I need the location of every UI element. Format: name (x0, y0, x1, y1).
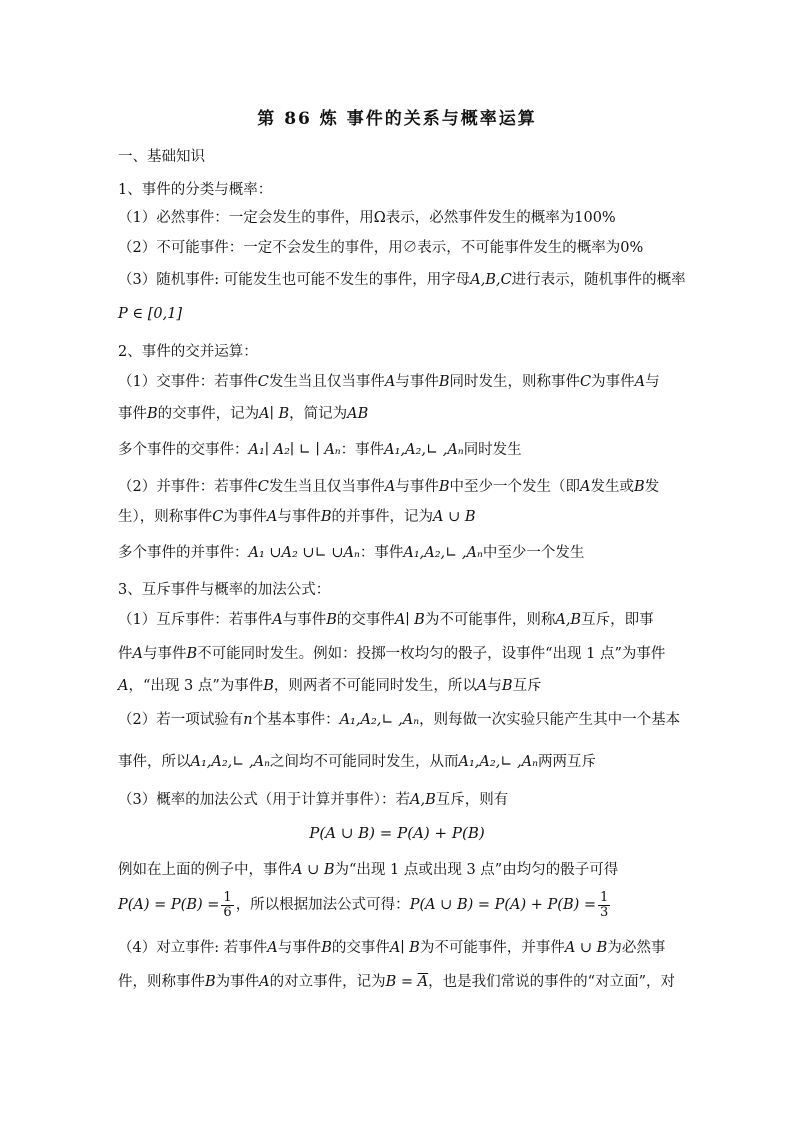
text: 与事件 (395, 374, 439, 390)
text: 的对立事件，记为 (269, 974, 386, 990)
math-expr: A ∪ B (564, 940, 608, 956)
addition-formula (0, 824, 794, 842)
fraction-one-sixth (221, 891, 233, 920)
math-var: B (438, 479, 450, 495)
text: 例如在上面的例子中，事件 (118, 862, 292, 878)
math-var: A (118, 678, 129, 694)
text: 的交事件 (331, 940, 390, 956)
text: 与事件 (282, 612, 327, 628)
text: 为必然事 (607, 940, 666, 956)
text: 事件，所以 (118, 754, 191, 770)
frac-den: 3 (600, 904, 609, 920)
text: 发生当且仅当事件 (268, 479, 385, 495)
text: 与事件 (277, 940, 322, 956)
math-complement: $\overline{A}$ (417, 974, 429, 990)
math-expr: A₁∣ A₂∣ ∟ ∣ Aₙ (248, 442, 341, 458)
text: 为事件 (591, 374, 635, 390)
text: 之间均不可能同时发生，从而 (270, 754, 459, 770)
para-addition-rule (118, 790, 688, 810)
math-var: B (147, 406, 158, 422)
text: 进行表示，随机事件的概率 (511, 272, 686, 288)
para-basic-events-1 (118, 710, 688, 730)
text: ：事件 (340, 442, 385, 458)
text: ，所以根据加法公式可得： (235, 897, 410, 913)
text: 不可能同时发生。例如：投掷一枚均匀的骰子，设事件“出现 1 点”为事件 (197, 646, 666, 662)
math-var: n (243, 712, 253, 728)
para-mutex-1 (118, 610, 688, 630)
math-expr: A∣ B (389, 940, 420, 956)
text: 发 (644, 479, 660, 495)
math-var: B (263, 678, 274, 694)
text: ：事件 (359, 545, 404, 561)
text: 与事件 (395, 479, 439, 495)
text: 件，则称事件 (118, 974, 205, 990)
text: （2）并事件：若事件 (118, 479, 258, 495)
text: ，则每做一次实验只能产生其中一个基本 (419, 712, 681, 728)
text: 为不可能事件，并事件 (419, 940, 565, 956)
text: （1）交事件：若事件 (118, 374, 258, 390)
para-random-event (118, 270, 688, 290)
text: 互斥，则有 (435, 792, 509, 808)
para-certain-event: （1）必然事件：一定会发生的事件，用Ω表示，必然事件发生的概率为100% (118, 210, 616, 226)
para-example-calc (118, 890, 688, 920)
fraction-one-third (598, 891, 610, 920)
math-expr: A₁,A₂,∟ ,Aₙ (384, 442, 464, 458)
math-expr: A ∪ B (292, 862, 335, 878)
text: 与 (645, 374, 660, 390)
math-expr: P(A ∪ B) = P(A) + P(B) (309, 824, 485, 842)
math-expr: A₁ ∪A₂ ∪∟ ∪Aₙ (248, 545, 360, 561)
math-expr: P(A ∪ B) = P(A) + P(B) = (409, 897, 597, 913)
text: 同时发生 (463, 442, 522, 458)
math-expr: B = (385, 974, 418, 990)
page-title: 第 86 炼 事件的关系与概率运算 (257, 109, 537, 129)
text: 件 (118, 646, 133, 662)
text: ，“出现 3 点”为事件 (128, 678, 264, 694)
text: 与事件 (277, 509, 321, 525)
para-intersection-2 (118, 404, 688, 424)
para-union-2 (118, 507, 688, 527)
text: （3）概率的加法公式（用于计算并事件）：若 (118, 792, 410, 808)
math-var: A (634, 374, 646, 390)
math-var: A,B (409, 792, 436, 808)
text: 与事件 (142, 646, 187, 662)
text: 与 (487, 678, 502, 694)
text: （3）随机事件: 可能发生也可能不发生的事件，用字母 (118, 272, 471, 288)
math-expr: A₁,A₂,∟ ,Aₙ (190, 754, 271, 770)
text: 发生或 (590, 479, 634, 495)
para-complement-1 (118, 938, 688, 958)
text: 发生当且仅当事件 (268, 374, 385, 390)
text: 的交事件，记为 (157, 406, 260, 422)
text: 为“出现 1 点或出现 3 点”由均匀的骰子可得 (334, 862, 619, 878)
math-var: A (476, 678, 488, 694)
math-expr: P ∈ [0,1] (118, 306, 183, 322)
text: 事件 (118, 406, 147, 422)
math-expr: A∣ B (259, 406, 290, 422)
math-var: A (267, 940, 278, 956)
math-var: B (186, 646, 198, 662)
text: 为事件 (223, 509, 267, 525)
text: 互斥 (512, 678, 542, 694)
text: 为事件 (215, 974, 260, 990)
math-var: A (259, 974, 270, 990)
text: 两两互斥 (538, 754, 597, 770)
para-mutex-2 (118, 644, 688, 664)
text: 生），则称事件 (118, 509, 213, 525)
math-var: B (320, 509, 332, 525)
frac-num: 1 (223, 889, 232, 905)
math-var: B (501, 678, 513, 694)
text: 同时发生，则称事件 (449, 374, 580, 390)
math-expr: P(A) = P(B) = (118, 897, 220, 913)
math-var: A (132, 646, 143, 662)
para-complement-2 (118, 972, 688, 992)
section-heading: 一、基础知识 (118, 149, 205, 165)
math-expr: A₁,A₂,∟ ,Aₙ (339, 712, 420, 728)
math-var: C (257, 479, 269, 495)
math-expr: A₁,A₂,∟ ,Aₙ (403, 545, 483, 561)
text: （1）互斥事件：若事件 (118, 612, 273, 628)
math-var: A,B,C (470, 272, 512, 288)
math-var: B (321, 940, 332, 956)
para-intersection-1 (118, 372, 688, 392)
text: 中至少一个发生（即 (449, 479, 580, 495)
para-union-many (118, 543, 688, 563)
text: 互斥，即事 (581, 612, 654, 628)
math-expr: A∣ B (394, 612, 425, 628)
para-mutex-3 (118, 676, 688, 696)
text: （2）若一项试验有 (118, 712, 244, 728)
math-var: C (257, 374, 269, 390)
math-var: A (579, 479, 591, 495)
para-random-prob (118, 304, 688, 324)
math-var: A,B (555, 612, 582, 628)
heading-3: 3、互斥事件与概率的加法公式： (118, 582, 331, 598)
frac-num: 1 (600, 889, 609, 905)
para-impossible-event: （2）不可能事件：一定不会发生的事件，用∅表示，不可能事件发生的概率为0% (118, 240, 644, 256)
math-var: B (633, 479, 645, 495)
math-var: C (579, 374, 592, 390)
text: 为不可能事件，则称 (424, 612, 556, 628)
math-expr: A ∪ B (433, 509, 476, 525)
text: 中至少一个发生 (482, 545, 585, 561)
math-var: AB (347, 406, 369, 422)
text: ，则两者不可能同时发生，所以 (273, 678, 477, 694)
text: ，也是我们常说的事件的“对立面”，对 (428, 974, 675, 990)
math-var: A (384, 374, 396, 390)
text: 个基本事件： (252, 712, 340, 728)
math-var: A (272, 612, 283, 628)
heading-1: 1、事件的分类与概率： (118, 182, 273, 198)
text: ，简记为 (289, 406, 348, 422)
text: 多个事件的并事件： (118, 545, 249, 561)
math-var: A (384, 479, 396, 495)
para-intersection-many (118, 440, 688, 460)
text: 的交事件 (336, 612, 395, 628)
frac-den: 6 (223, 904, 232, 920)
math-var: A (266, 509, 278, 525)
math-var: B (438, 374, 450, 390)
text: 多个事件的交事件： (118, 442, 249, 458)
math-var: B (326, 612, 337, 628)
heading-2: 2、事件的交并运算： (118, 344, 258, 360)
math-expr: A₁,A₂,∟ ,Aₙ (458, 754, 539, 770)
para-example (118, 860, 688, 880)
para-basic-events-2 (118, 752, 688, 772)
text: 的并事件，记为 (331, 509, 433, 525)
math-var: C (212, 509, 224, 525)
para-union-1 (118, 477, 688, 497)
text: （4）对立事件: 若事件 (118, 940, 268, 956)
math-var: B (205, 974, 216, 990)
